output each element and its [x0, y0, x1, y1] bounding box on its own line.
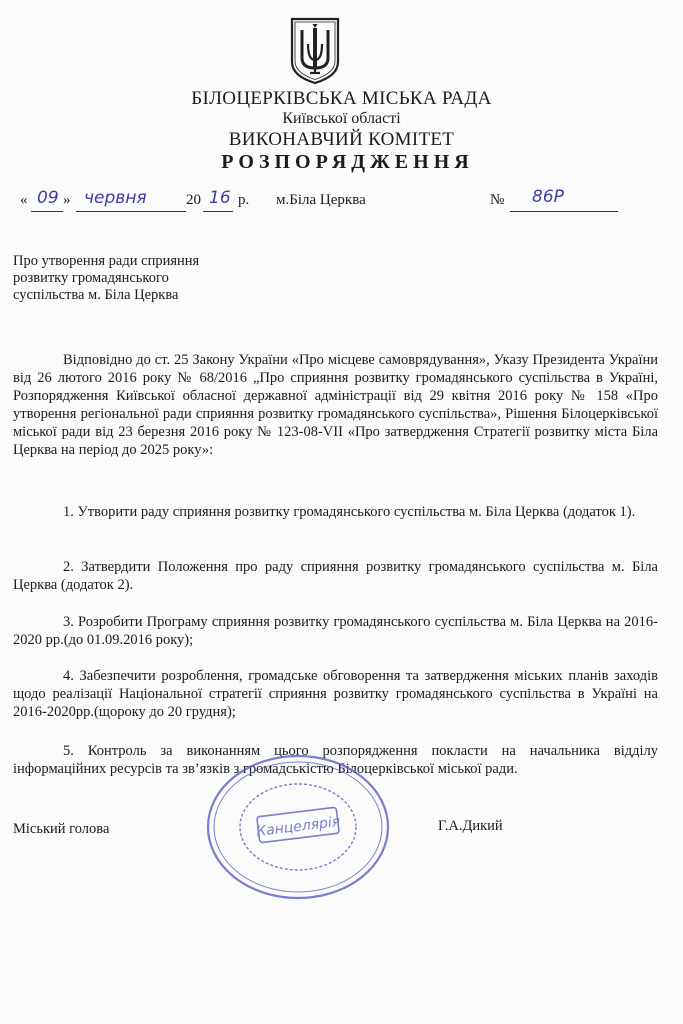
preamble-paragraph: Відповідно до ст. 25 Закону України «Про місцеве самоврядування», Указу Президента України від 26 лютого 2016 року № 68/2016 „Про сприяння розвитку громадянського суспільства в Україні, Розпорядження Київської обласної державної адміністрації від 29 квітня 2016 року № 158 «Про утворення регіональної ради сприяння розвитку громадянського суспільства», Рішення Білоцерківської міської ради від 23 березня 2016 року № 123-08-VII «Про затвердження Стратегії розвитку міста Біла Церква на період до 2025 року»:	[13, 352, 658, 458]
date-day: 09	[37, 188, 59, 208]
seal-center-text: Канцелярія	[255, 813, 342, 841]
council-name: БІЛОЦЕРКІВСЬКА МІСЬКА РАДА	[191, 88, 492, 109]
document-subject	[13, 253, 199, 304]
official-seal	[203, 752, 393, 902]
order-item-4: 4. Забезпечити розроблення, громадське обговорення та затвердження міських планів заходів щодо реалізації Національної стратегії сприяння розвитку громадянського суспільства в Україні на 2016-2020рр.(щороку до 20 грудня);	[13, 668, 658, 720]
date-close-quote: »	[63, 192, 71, 208]
signature-name: Г.А.Дикий	[438, 818, 503, 834]
date-year-unit: р.	[238, 192, 250, 208]
order-item-2: 2. Затвердити Положення про раду сприяння розвитку громадянського суспільства м. Біла Церква (додаток 2).	[13, 559, 658, 593]
order-item-5: 5. Контроль за виконанням цього розпорядження покласти на начальника відділу інформаційних ресурсів та зв’язків з громадськістю Білоцерківської міської ради.	[13, 743, 658, 777]
subject-line: суспільства м. Біла Церква	[13, 287, 179, 303]
day-underline	[31, 211, 63, 212]
date-year-suffix: 16	[209, 188, 231, 208]
subject-line: розвитку громадянського	[13, 270, 169, 286]
date-month: червня	[84, 188, 147, 208]
dateline	[0, 187, 683, 218]
trident-coat-of-arms-icon	[289, 16, 341, 86]
region-name: Київської області	[282, 110, 401, 127]
number-underline	[510, 211, 618, 212]
order-item-3: 3. Розробити Програму сприяння розвитку громадянського суспільства м. Біла Церква на 2016-2020 рр.(до 01.09.2016 року);	[13, 614, 658, 648]
date-open-quote: «	[20, 192, 28, 208]
committee-name: ВИКОНАВЧИЙ КОМІТЕТ	[228, 129, 455, 150]
document-number: 86Р	[532, 187, 564, 207]
order-item-1: 1. Утворити раду сприяння розвитку громадянського суспільства м. Біла Церква (додаток 1).	[63, 504, 636, 520]
date-year-prefix: 20	[186, 192, 201, 208]
subject-line: Про утворення ради сприяння	[13, 253, 200, 269]
document-type-title: РОЗПОРЯДЖЕННЯ	[221, 151, 474, 173]
date-city: м.Біла Церква	[276, 192, 366, 208]
number-label: №	[490, 192, 505, 208]
year-underline	[203, 211, 233, 212]
month-underline	[76, 211, 186, 212]
signature-role: Міський голова	[13, 821, 110, 837]
